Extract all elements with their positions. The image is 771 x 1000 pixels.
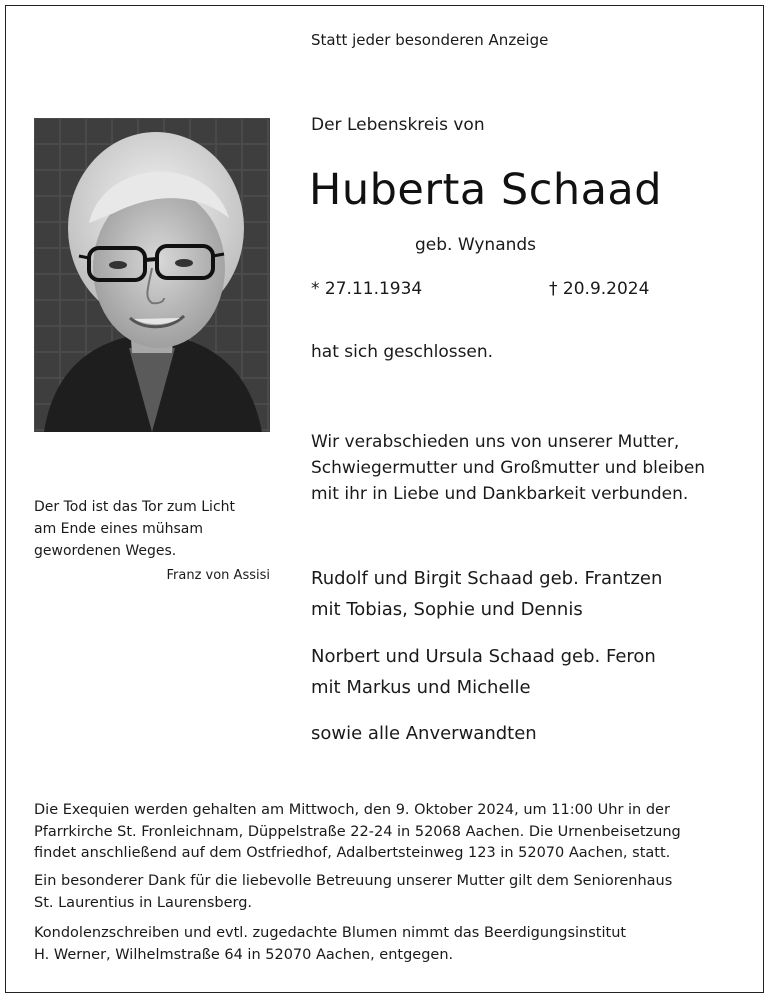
family-group	[311, 641, 656, 703]
quote-line: gewordenen Weges.	[34, 543, 177, 559]
notice-line: Pfarrkirche St. Fronleichnam, Düppelstraße 22-24 in 52068 Aachen. Die Urnenbeisetzung	[34, 823, 681, 840]
quote-line: Der Tod ist das Tor zum Licht	[34, 499, 236, 515]
notice-line: H. Werner, Wilhelmstraße 64 in 52070 Aachen, entgegen.	[34, 946, 454, 963]
portrait-photo	[34, 118, 270, 432]
deceased-name: Huberta Schaad	[309, 165, 663, 215]
farewell-text	[311, 429, 705, 507]
family-line: Norbert und Ursula Schaad geb. Feron	[311, 646, 656, 667]
notice-line: Ein besonderer Dank für die liebevolle Betreuung unserer Mutter gilt dem Seniorenhaus	[34, 873, 673, 889]
family-line: mit Tobias, Sophie und Dennis	[311, 599, 583, 620]
notice-line: findet anschließend auf dem Ostfriedhof, Adalbertsteinweg 123 in 52070 Aachen, statt.	[34, 845, 671, 861]
notice-line: Kondolenzschreiben und evtl. zugedachte Blumen nimmt das Beerdigungsinstitut	[34, 925, 627, 941]
portrait-illustration	[34, 118, 270, 432]
family-line: Rudolf und Birgit Schaad geb. Frantzen	[311, 568, 663, 589]
birth-date: * 27.11.1934	[311, 279, 423, 299]
death-date: † 20.9.2024	[549, 279, 650, 299]
farewell-line: Schwiegermutter und Großmutter und bleiben	[311, 458, 706, 478]
funeral-notice	[34, 800, 681, 865]
quote-text	[34, 496, 235, 562]
intro-text: Der Lebenskreis von	[311, 115, 485, 135]
quote-line: am Ende eines mühsam	[34, 521, 203, 537]
farewell-line: mit ihr in Liebe und Dankbarkeit verbunden.	[311, 484, 689, 504]
quote-author: Franz von Assisi	[166, 568, 270, 583]
condolence-notice	[34, 923, 626, 966]
header-text: Statt jeder besonderen Anzeige	[311, 31, 549, 49]
thanks-notice	[34, 871, 672, 914]
family-group	[311, 563, 662, 625]
relatives-text: sowie alle Anverwandten	[311, 723, 537, 744]
family-line: mit Markus und Michelle	[311, 677, 531, 698]
notice-line: St. Laurentius in Laurensberg.	[34, 894, 253, 911]
closed-text: hat sich geschlossen.	[311, 342, 494, 362]
farewell-line: Wir verabschieden uns von unserer Mutter,	[311, 432, 680, 452]
notice-line: Die Exequien werden gehalten am Mittwoch, den 9. Oktober 2024, um 11:00 Uhr in der	[34, 802, 670, 818]
maiden-name: geb. Wynands	[415, 235, 537, 255]
